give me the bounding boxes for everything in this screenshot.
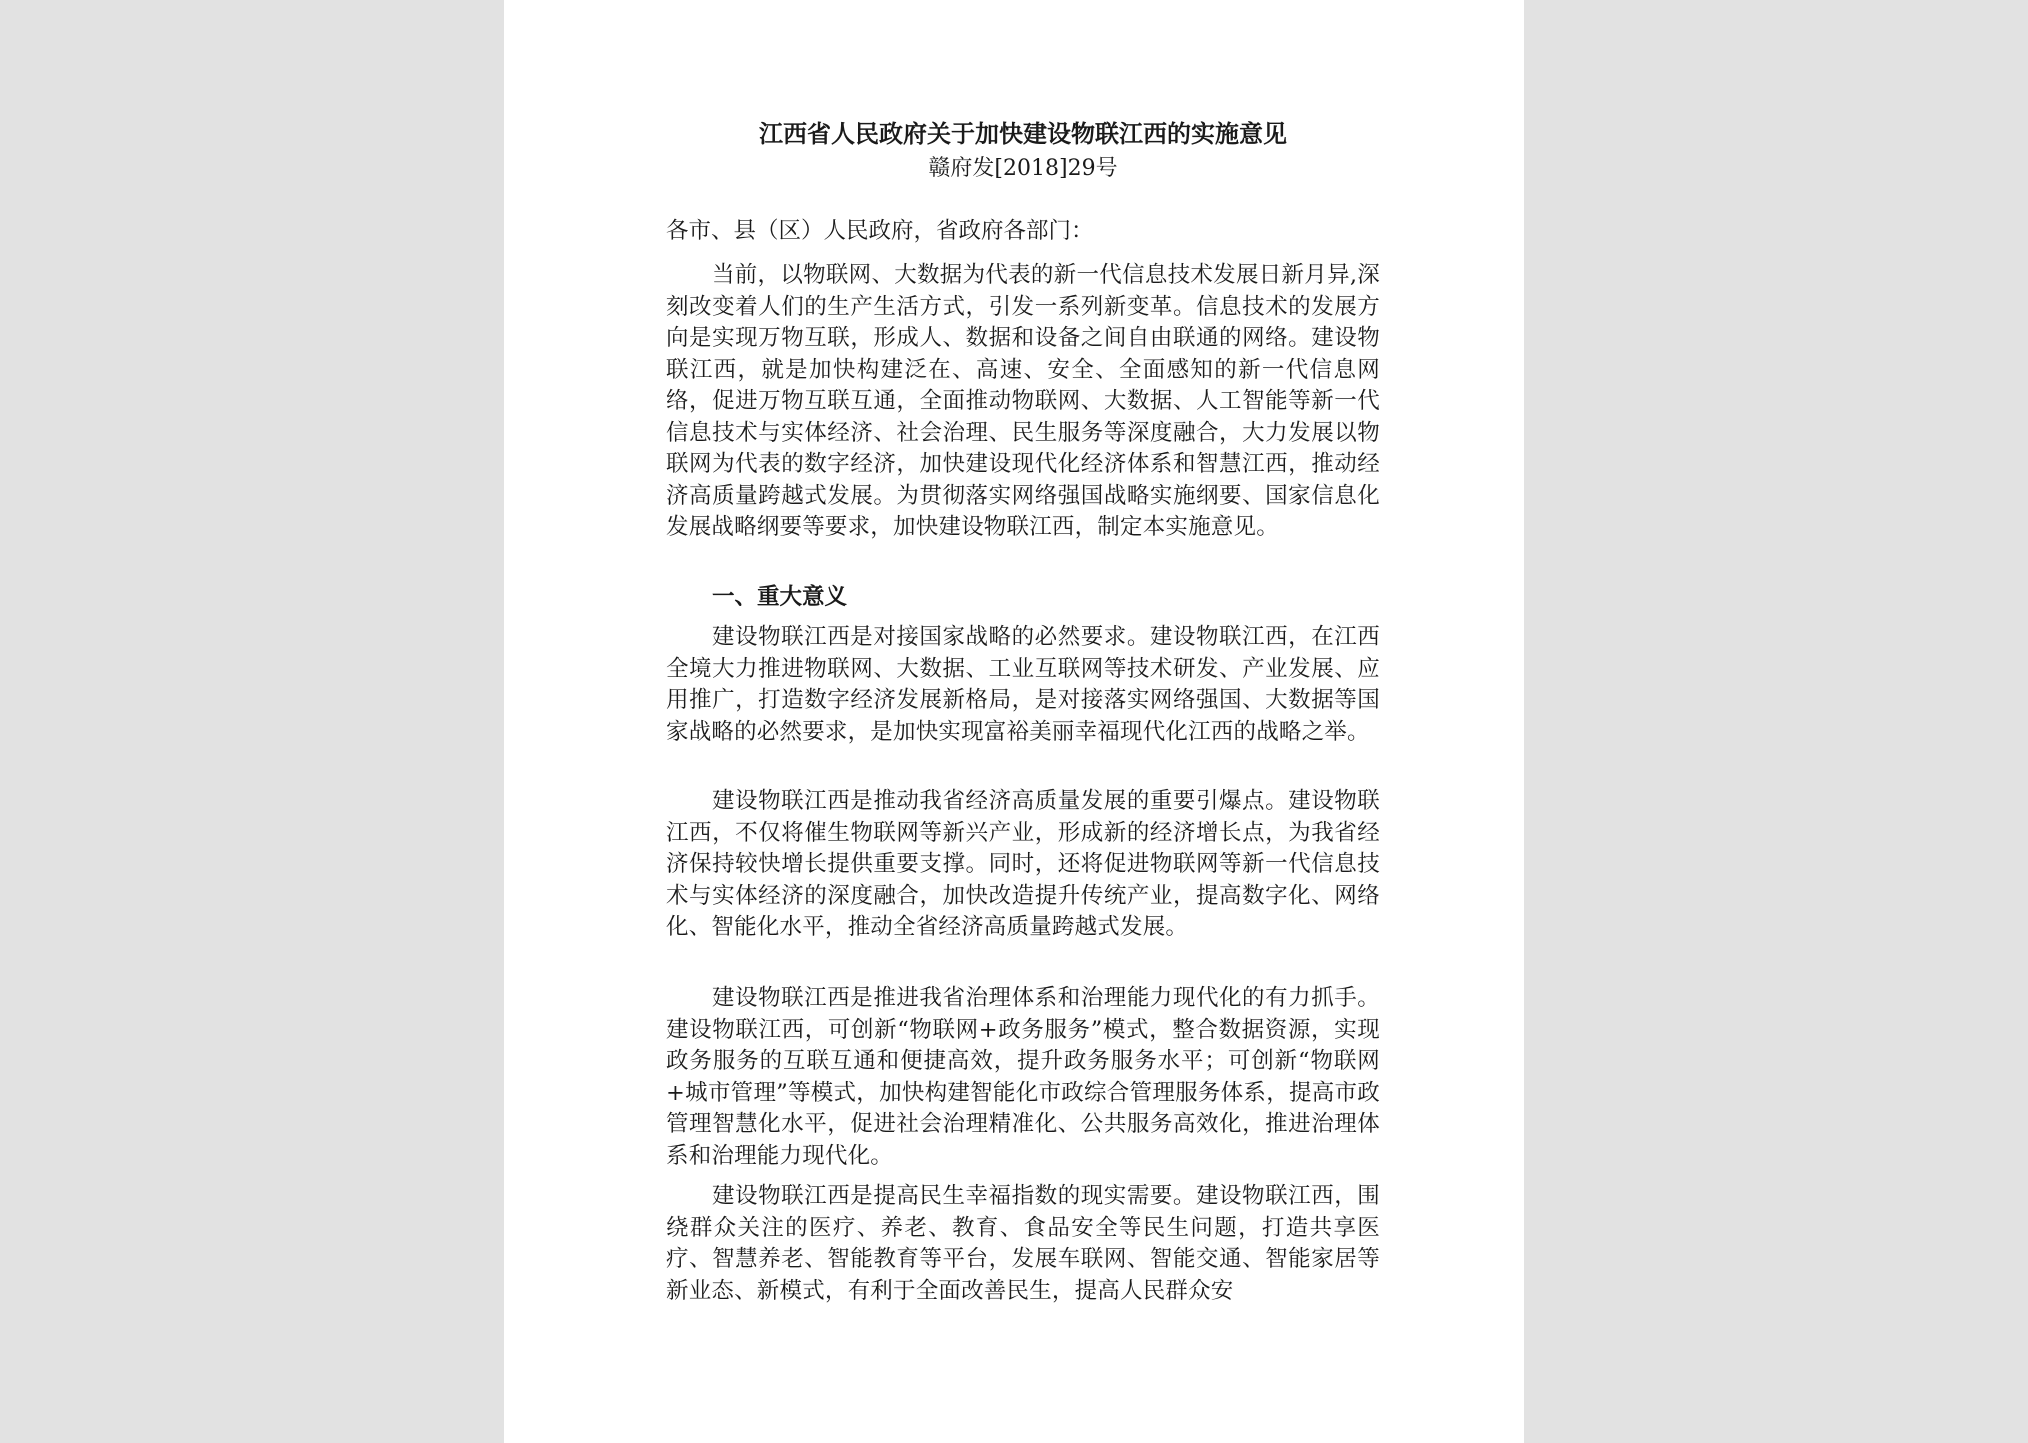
salutation: 各市、县（区）人民政府，省政府各部门： [666,218,1094,244]
paragraph-governance: 建设物联江西是推进我省治理体系和治理能力现代化的有力抓手。建设物联江西，可创新“物联网+政务服务”模式，整合数据资源，实现政务服务的互联互通和便捷高效，提升政务服务水平；可创新“物联网+城市管理”等模式，加快构建智能化市政综合管理服务体系，提高市政管理智慧化水平，促进社会治理精准化、公共服务高效化，推进治理体系和治理能力现代化。 [666,985,1380,1169]
paragraph-economy: 建设物联江西是推动我省经济高质量发展的重要引爆点。建设物联江西，不仅将催生物联网等新兴产业，形成新的经济增长点，为我省经济保持较快增长提供重要支撑。同时，还将促进物联网等新一代信息技术与实体经济的深度融合，加快改造提升传统产业，提高数字化、网络化、智能化水平，推动全省经济高质量跨越式发展。 [666,788,1380,940]
paragraph-livelihood: 建设物联江西是提高民生幸福指数的现实需要。建设物联江西，围绕群众关注的医疗、养老、教育、食品安全等民生问题，打造共享医疗、智慧养老、智能教育等平台，发展车联网、智能交通、智能家居等新业态、新模式，有利于全面改善民生，提高人民群众安 [666,1183,1380,1304]
paragraph-strategy: 建设物联江西是对接国家战略的必然要求。建设物联江西，在江西全境大力推进物联网、大数据、工业互联网等技术研发、产业发展、应用推广，打造数字经济发展新格局，是对接落实网络强国、大数据等国家战略的必然要求，是加快实现富裕美丽幸福现代化江西的战略之举。 [666,624,1380,745]
intro-paragraph: 当前，以物联网、大数据为代表的新一代信息技术发展日新月异,深刻改变着人们的生产生活方式，引发一系列新变革。信息技术的发展方向是实现万物互联，形成人、数据和设备之间自由联通的网络。建设物联江西，就是加快构建泛在、高速、安全、全面感知的新一代信息网络，促进万物互联互通，全面推动物联网、大数据、人工智能等新一代信息技术与实体经济、社会治理、民生服务等深度融合，大力发展以物联网为代表的数字经济，加快建设现代化经济体系和智慧江西，推动经济高质量跨越式发展。为贯彻落实网络强国战略实施纲要、国家信息化发展战略纲要等要求，加快建设物联江西，制定本实施意见。 [666,262,1380,540]
document-page [504,0,1524,1443]
document-number: 赣府发[2018]29号 [928,156,1118,181]
document-title: 江西省人民政府关于加快建设物联江西的实施意见 [759,119,1287,148]
section-heading: 一、重大意义 [712,584,848,610]
